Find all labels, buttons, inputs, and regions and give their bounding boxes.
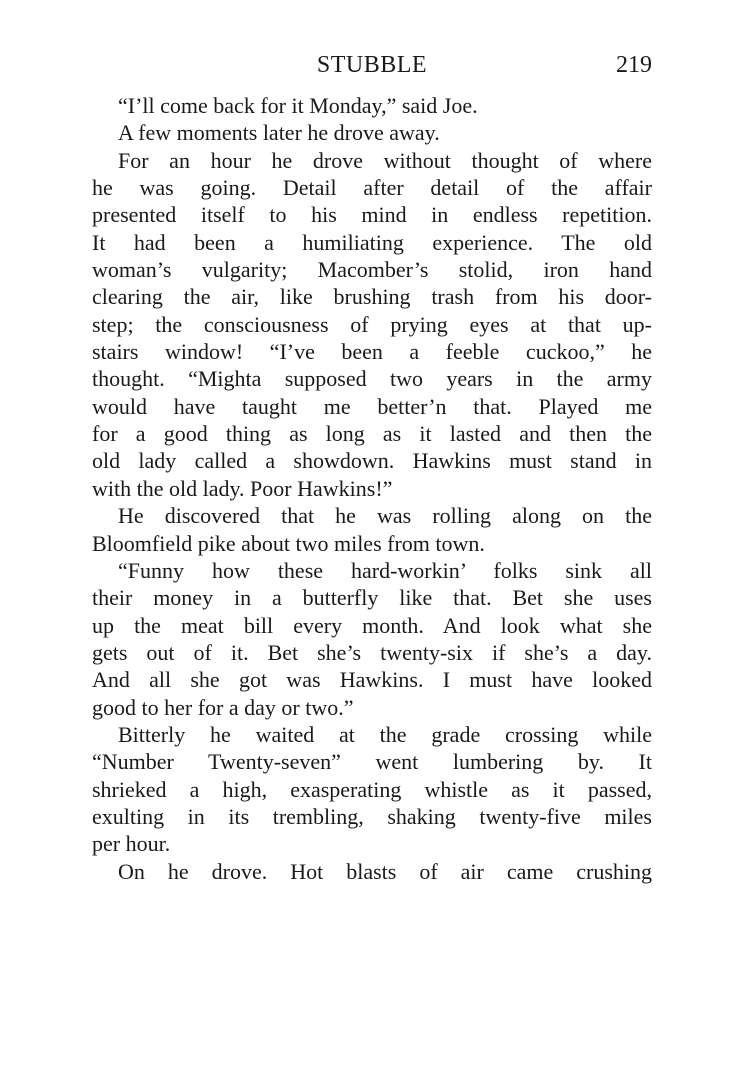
text-line: old lady called a showdown. Hawkins must stand in: [92, 448, 652, 474]
text-line: He discovered that he was rolling along on the: [118, 503, 652, 529]
running-head: [92, 52, 652, 82]
text-line: A few moments later he drove away.: [118, 120, 440, 146]
text-line: up the meat bill every month. And look what she: [92, 612, 652, 638]
text-line: with the old lady. Poor Hawkins!”: [92, 475, 393, 501]
text-line: “Number Twenty-seven” went lumbering by. It: [92, 749, 652, 775]
page-number: 219: [616, 52, 652, 78]
text-line: Bitterly he waited at the grade crossing while: [118, 721, 652, 747]
text-line: exulting in its trembling, shaking twenty-five miles: [92, 803, 652, 829]
text-line: for a good thing as long as it lasted and then the: [92, 421, 652, 447]
text-line: stairs window! “I’ve been a feeble cuckoo,” he: [92, 339, 652, 365]
text-line: thought. “Mighta supposed two years in the army: [92, 366, 652, 392]
text-line: per hour.: [92, 831, 171, 857]
text-line: he was going. Detail after detail of the affair: [92, 175, 652, 201]
text-line: good to her for a day or two.”: [92, 694, 354, 720]
text-line: step; the consciousness of prying eyes at that up-: [92, 311, 652, 337]
text-line: woman’s vulgarity; Macomber’s stolid, iron hand: [92, 257, 652, 283]
text-line: “I’ll come back for it Monday,” said Joe.: [118, 93, 478, 118]
text-line: For an hour he drove without thought of where: [118, 147, 652, 173]
text-line: their money in a butterfly like that. Bet she uses: [92, 585, 652, 611]
text-line: presented itself to his mind in endless repetition.: [92, 202, 652, 228]
text-line: gets out of it. Bet she’s twenty-six if she’s a day.: [92, 639, 652, 665]
body-text: [92, 92, 652, 885]
running-title: STUBBLE: [316, 52, 428, 78]
text-line: “Funny how these hard-workin’ folks sink all: [118, 557, 652, 583]
text-line: shrieked a high, exasperating whistle as it passed,: [92, 776, 652, 802]
text-line: clearing the air, like brushing trash from his door-: [92, 284, 652, 310]
text-line: It had been a humiliating experience. The old: [92, 229, 652, 255]
text-line: would have taught me better’n that. Played me: [92, 393, 652, 419]
text-line: And all she got was Hawkins. I must have looked: [92, 667, 652, 693]
text-line: On he drove. Hot blasts of air came crushing: [118, 858, 652, 884]
text-line: Bloomfield pike about two miles from town.: [92, 530, 485, 556]
